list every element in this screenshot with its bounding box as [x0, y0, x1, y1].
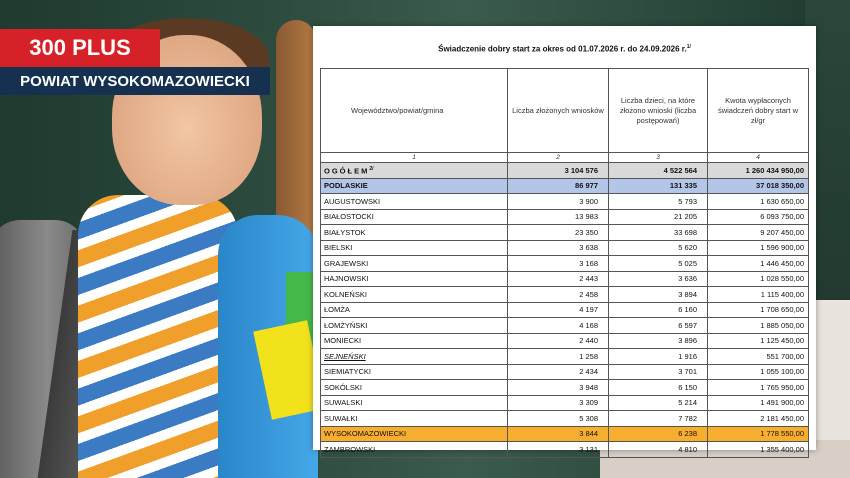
column-number: 1: [321, 153, 508, 163]
cell-kwota: 2 181 450,00: [708, 411, 809, 427]
document-title-note: 1/: [686, 44, 691, 50]
cell-wnioski: 4 168: [508, 318, 609, 334]
cell-kwota: 1 055 100,00: [708, 364, 809, 380]
row-name: GRAJEWSKI: [321, 256, 508, 272]
cell-kwota: 1 778 550,00: [708, 426, 809, 442]
column-number: 3: [609, 153, 708, 163]
table-row: [321, 194, 809, 210]
cell-kwota: 1 446 450,00: [708, 256, 809, 272]
cell-wnioski: 2 434: [508, 364, 609, 380]
badge-title: 300 PLUS: [0, 29, 160, 67]
cell-dzieci: 3 701: [609, 364, 708, 380]
cell-dzieci: 4 810: [609, 442, 708, 458]
row-name: SOKÓLSKI: [321, 380, 508, 396]
total-note: 2/: [369, 166, 374, 172]
column-header: Kwota wypłaconych świadczeń dobry start w zł/gr: [708, 69, 809, 153]
cell-kwota: 1 708 650,00: [708, 302, 809, 318]
column-header: Województwo/powiat/gmina: [321, 69, 508, 153]
cell-wnioski: 3 900: [508, 194, 609, 210]
table-row: [321, 349, 809, 365]
row-name: WYSOKOMAZOWIECKI: [321, 426, 508, 442]
document-panel: [313, 26, 816, 454]
table-row: [321, 411, 809, 427]
region-row: [321, 178, 809, 194]
cell-dzieci: 7 782: [609, 411, 708, 427]
cell-kwota: 1 125 450,00: [708, 333, 809, 349]
cell-wnioski: 3 131: [508, 442, 609, 458]
cell-kwota: 1 765 950,00: [708, 380, 809, 396]
row-name: BIAŁYSTOK: [321, 225, 508, 241]
boy-striped-shirt: [78, 195, 238, 478]
row-name: SUWALSKI: [321, 395, 508, 411]
cell-dzieci: 5 793: [609, 194, 708, 210]
table-row: [321, 364, 809, 380]
cell-wnioski: 23 350: [508, 225, 609, 241]
cell-wnioski: 2 440: [508, 333, 609, 349]
cell-kwota: 9 207 450,00: [708, 225, 809, 241]
cell-wnioski: 1 258: [508, 349, 609, 365]
table-row: [321, 426, 809, 442]
cell-wnioski: 3 638: [508, 240, 609, 256]
cell-kwota: 1 115 400,00: [708, 287, 809, 303]
table-row: [321, 225, 809, 241]
document-title-text: Świadczenie dobry start za okres od 01.07.2026 r. do 24.09.2026 r.: [438, 44, 687, 54]
row-name: ŁOMŻA: [321, 302, 508, 318]
row-name: ŁOMŻYŃSKI: [321, 318, 508, 334]
cell-wnioski: 86 977: [508, 178, 609, 194]
table-row: [321, 256, 809, 272]
cell-wnioski: 3 844: [508, 426, 609, 442]
cell-wnioski: 3 309: [508, 395, 609, 411]
cell-kwota: 1 491 900,00: [708, 395, 809, 411]
column-number: 4: [708, 153, 809, 163]
badge-subtitle: POWIAT WYSOKOMAZOWIECKI: [0, 67, 270, 95]
row-name: MONIECKI: [321, 333, 508, 349]
table-row: [321, 287, 809, 303]
cell-kwota: 1 596 900,00: [708, 240, 809, 256]
row-name: ZAMBROWSKI: [321, 442, 508, 458]
cell-dzieci: 5 214: [609, 395, 708, 411]
cell-wnioski: 3 104 576: [508, 163, 609, 179]
cell-wnioski: 4 197: [508, 302, 609, 318]
cell-dzieci: 6 150: [609, 380, 708, 396]
cell-dzieci: 5 025: [609, 256, 708, 272]
cell-kwota: 1 355 400,00: [708, 442, 809, 458]
cell-dzieci: 6 160: [609, 302, 708, 318]
column-number: 2: [508, 153, 609, 163]
column-number-row: [321, 153, 809, 163]
cell-dzieci: 33 698: [609, 225, 708, 241]
cell-kwota: 1 630 650,00: [708, 194, 809, 210]
row-name: AUGUSTOWSKI: [321, 194, 508, 210]
cell-kwota: 37 018 350,00: [708, 178, 809, 194]
cell-wnioski: 13 983: [508, 209, 609, 225]
cell-dzieci: 3 636: [609, 271, 708, 287]
row-name: PODLASKIE: [321, 178, 508, 194]
cell-wnioski: 5 308: [508, 411, 609, 427]
row-name: KOLNEŃSKI: [321, 287, 508, 303]
total-label: OGÓŁEM: [324, 166, 370, 176]
cell-kwota: 1 885 050,00: [708, 318, 809, 334]
table-row: [321, 271, 809, 287]
row-name: [321, 163, 508, 179]
cell-wnioski: 2 458: [508, 287, 609, 303]
table-row: [321, 395, 809, 411]
row-name: SUWAŁKI: [321, 411, 508, 427]
benefit-table: [320, 68, 809, 458]
cell-dzieci: 5 620: [609, 240, 708, 256]
cell-wnioski: 3 948: [508, 380, 609, 396]
total-row: [321, 163, 809, 179]
cell-kwota: 1 028 550,00: [708, 271, 809, 287]
row-name: BIAŁOSTOCKI: [321, 209, 508, 225]
cell-dzieci: 3 894: [609, 287, 708, 303]
table-row: [321, 333, 809, 349]
cell-dzieci: 3 896: [609, 333, 708, 349]
document-title: [313, 44, 816, 54]
cell-dzieci: 21 205: [609, 209, 708, 225]
cell-dzieci: 131 335: [609, 178, 708, 194]
table-row: [321, 209, 809, 225]
cell-wnioski: 3 168: [508, 256, 609, 272]
cell-dzieci: 6 597: [609, 318, 708, 334]
cell-dzieci: 6 238: [609, 426, 708, 442]
cell-kwota: 6 093 750,00: [708, 209, 809, 225]
cell-wnioski: 2 443: [508, 271, 609, 287]
cell-kwota: 551 700,00: [708, 349, 809, 365]
cell-dzieci: 1 916: [609, 349, 708, 365]
row-name: HAJNOWSKI: [321, 271, 508, 287]
column-header: Liczba dzieci, na które złożono wnioski (liczba postępowań): [609, 69, 708, 153]
table-row: [321, 442, 809, 458]
table-row: [321, 240, 809, 256]
column-header: Liczba złożonych wniosków: [508, 69, 609, 153]
row-name: SIEMIATYCKI: [321, 364, 508, 380]
table-row: [321, 318, 809, 334]
table-header-row: [321, 69, 809, 153]
row-name: BIELSKI: [321, 240, 508, 256]
cell-dzieci: 4 522 564: [609, 163, 708, 179]
table-row: [321, 380, 809, 396]
cell-kwota: 1 260 434 950,00: [708, 163, 809, 179]
row-name: SEJNEŃSKI: [321, 349, 508, 365]
table-row: [321, 302, 809, 318]
